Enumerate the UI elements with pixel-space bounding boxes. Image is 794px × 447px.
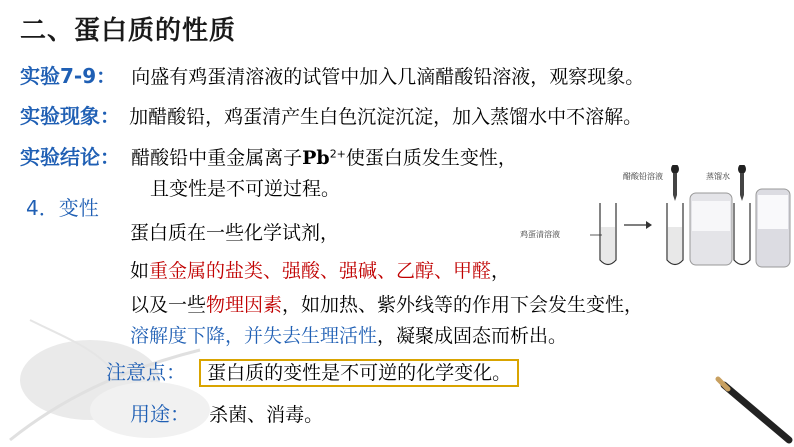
reagent-label: 醋酸铅溶液 (623, 172, 663, 181)
physical-factors: 物理因素 (206, 294, 283, 316)
experiment-text: 向盛有鸡蛋清溶液的试管中加入几滴 (131, 66, 436, 88)
phenomenon-text: 加醋酸铅，鸡蛋清产生白色沉淀沉淀，加入蒸馏水中不溶解。 (129, 106, 643, 128)
test-tube-water (734, 203, 750, 265)
dropper-icon (671, 165, 679, 201)
brush-icon (714, 375, 794, 447)
experiment-label: 实验7-9： (20, 64, 117, 88)
denaturation-line2 (130, 256, 510, 283)
line2-prefix: 如 (130, 260, 150, 282)
test-tube-reagent (667, 203, 683, 265)
solubility-loss: 溶解度下降，并失去生理活性 (130, 325, 378, 347)
line4-suffix: ，凝聚成固态而析出。 (377, 325, 568, 347)
phenomenon-label: 实验现象： (20, 104, 120, 128)
conclusion-row (20, 141, 517, 170)
line3-prefix: 以及一些 (130, 294, 207, 316)
note-text: 蛋白质的变性是不可逆的化学变化。 (199, 359, 519, 387)
denaturation-line4 (130, 321, 567, 348)
chemical-reagents: 重金属的盐类、强酸、强碱、乙醇、甲醛 (149, 260, 492, 282)
conclusion-line2: 且变性是不可逆过程。 (150, 178, 341, 200)
conclusion-text-b: 使蛋白质发生变性， (345, 147, 517, 169)
note-row (106, 356, 519, 385)
conclusion-text-a: 醋酸铅中重金属离子 (131, 147, 303, 169)
lead-ion: Pb (302, 147, 330, 169)
experiment-text-end: 溶液，观察现象。 (492, 66, 645, 88)
solution-label: 鸡蛋清溶液 (520, 230, 560, 239)
experiment-row (20, 60, 644, 89)
denaturation-line3 (130, 290, 643, 317)
line2-suffix: ， (491, 260, 511, 282)
denaturation-line1: 蛋白质在一些化学试剂， (130, 222, 340, 244)
note-label: 注意点： (106, 360, 186, 384)
use-label: 用途： (130, 402, 190, 426)
lead-ion-charge: 2+ (329, 147, 346, 161)
conclusion-label: 实验结论： (20, 145, 120, 169)
arrow-head-icon (646, 221, 652, 229)
page-title: 二、蛋白质的性质 (20, 16, 237, 46)
denaturation-label: 4．变性 (26, 196, 99, 220)
use-text: 杀菌、消毒。 (209, 404, 324, 426)
experiment-diagram (520, 165, 792, 275)
line3-suffix: ，如加热、紫外线等的作用下会发生变性， (282, 294, 644, 316)
water-label: 蒸馏水 (706, 172, 730, 181)
test-tube-egg-white (590, 203, 616, 265)
experiment-reagent: 醋酸铅 (435, 66, 493, 88)
phenomenon-row (20, 100, 642, 129)
water-dropper-icon (738, 165, 746, 201)
use-row (130, 398, 323, 427)
